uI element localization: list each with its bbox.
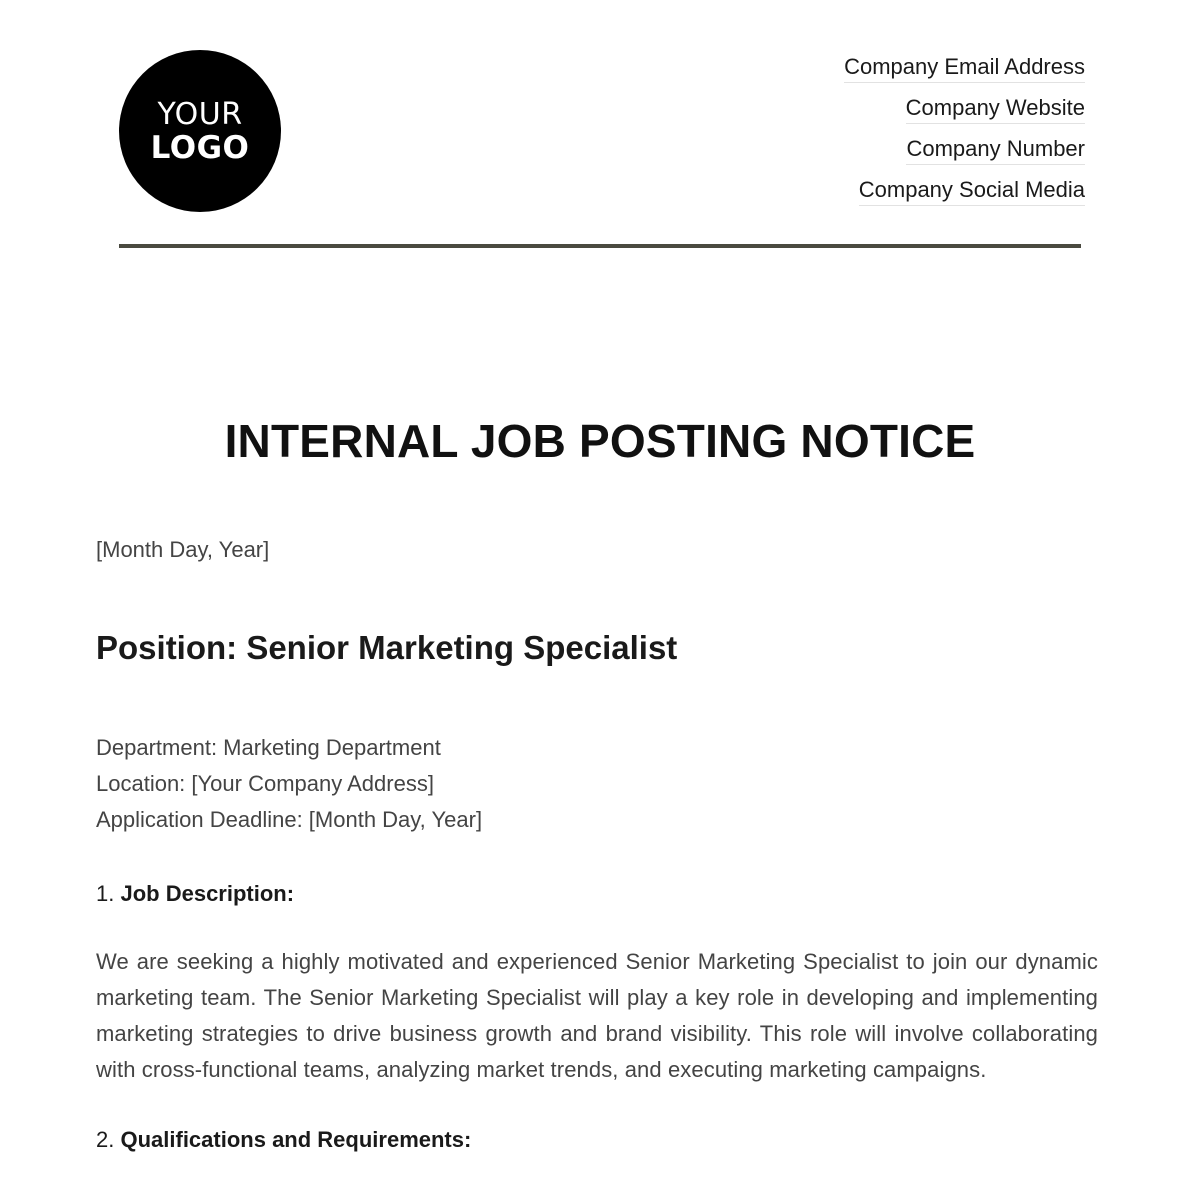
section-label: Job Description: [120, 881, 295, 906]
job-description-paragraph: We are seeking a highly motivated and experienced Senior Marketing Specialist to join our dynamic marketing team. The Senior Marketing Specialist will play a key role in developing and implementing marketing strategies to drive business growth and brand visibility. This role will involve collaborating with cross-functional teams, analyzing market trends, and executing marketing campaigns. [96, 949, 1098, 1082]
company-website: Company Website [906, 95, 1085, 124]
position-heading: Position: Senior Marketing Specialist [96, 629, 678, 666]
department-line: Department: Marketing Department [96, 735, 441, 760]
section-heading-job-description [96, 878, 1098, 910]
document-title: INTERNAL JOB POSTING NOTICE [224, 415, 976, 467]
header-divider [119, 244, 1081, 248]
deadline-line: Application Deadline: [Month Day, Year] [96, 807, 483, 832]
logo-line-1: YOUR [157, 97, 243, 132]
company-contact-block [844, 54, 1085, 218]
document-body [96, 534, 1098, 1156]
company-email: Company Email Address [844, 54, 1085, 83]
job-meta [96, 730, 1098, 838]
logo-line-2: LOGO [150, 130, 250, 166]
notice-date: [Month Day, Year] [96, 537, 270, 562]
company-social-media: Company Social Media [859, 177, 1085, 206]
section-label: Qualifications and Requirements: [120, 1127, 472, 1152]
section-number: 2. [96, 1127, 115, 1152]
section-heading-qualifications [96, 1124, 1098, 1156]
location-line: Location: [Your Company Address] [96, 771, 434, 796]
company-number: Company Number [906, 136, 1085, 165]
company-logo [119, 50, 281, 212]
section-number: 1. [96, 881, 115, 906]
